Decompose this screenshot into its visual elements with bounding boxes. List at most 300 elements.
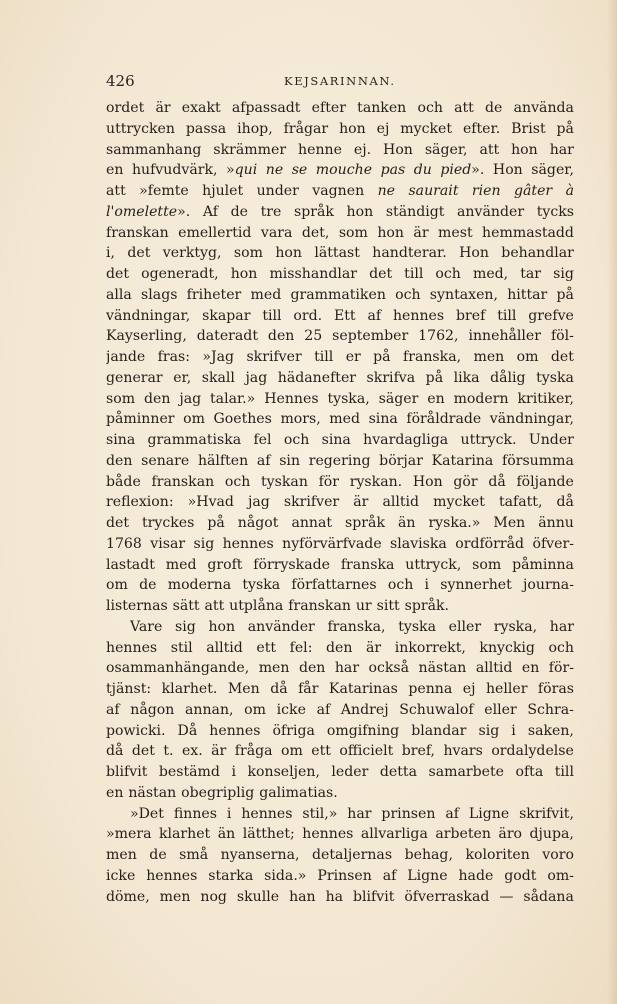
word: en	[106, 784, 124, 801]
word: klarhet.	[161, 681, 218, 697]
word: hon	[339, 120, 366, 137]
word: jag	[179, 390, 202, 407]
word: listernas	[106, 598, 168, 614]
word: generar	[106, 369, 163, 386]
word: penna	[408, 681, 453, 697]
word: innehåller	[468, 328, 542, 345]
word: på	[556, 120, 574, 137]
word: hjulet	[202, 183, 244, 199]
word: också	[368, 660, 410, 677]
word: en	[106, 162, 124, 179]
running-title: KEJSARINNAN.	[284, 74, 396, 88]
word: du	[413, 162, 432, 179]
word: Ligne	[468, 805, 510, 822]
word: sätt	[172, 598, 200, 614]
word: det	[369, 266, 393, 282]
word: af	[382, 867, 397, 884]
word: om	[183, 411, 205, 428]
word: Då	[177, 722, 198, 739]
word: eller	[484, 701, 517, 718]
word: saken,	[527, 722, 574, 739]
word: är	[353, 494, 369, 511]
word: på	[425, 369, 444, 386]
word: påminna	[512, 556, 574, 573]
word: i	[231, 764, 236, 780]
word: skrifvit,	[519, 805, 574, 822]
word: ha	[325, 888, 344, 905]
word: Hon	[492, 162, 523, 179]
word: afpassadt	[231, 100, 301, 116]
word: »Hvad	[187, 494, 234, 511]
word: franska,	[402, 349, 462, 365]
text-line	[106, 617, 574, 638]
word: rien	[471, 183, 501, 199]
word: de	[139, 577, 157, 594]
word: ex.	[181, 743, 203, 760]
body-text	[106, 98, 574, 907]
word: om	[516, 349, 539, 365]
word: grammatiken	[290, 286, 386, 303]
text-line	[106, 389, 574, 410]
word: gâter	[514, 183, 553, 199]
text-line	[106, 202, 574, 223]
word: då	[106, 743, 124, 760]
text-line	[106, 762, 574, 783]
word: ordet	[106, 100, 145, 116]
text-line	[106, 451, 574, 472]
word: nog	[200, 888, 227, 905]
word: och	[395, 286, 421, 303]
word: hemmastadd	[482, 224, 574, 241]
word: i	[511, 722, 516, 739]
word: »Det	[130, 805, 164, 822]
word: exakt	[181, 100, 221, 116]
word: en	[521, 660, 540, 677]
word: hon	[230, 266, 258, 282]
word: hvardagliga	[363, 432, 449, 448]
page-edge-shadow	[607, 0, 617, 1004]
word: tycks	[536, 203, 574, 220]
word: hennes	[241, 805, 293, 822]
word: behag,	[404, 847, 453, 863]
word: men	[106, 847, 137, 863]
word: lastadt	[106, 556, 155, 573]
word: använder	[247, 618, 315, 635]
word: slags	[141, 286, 178, 303]
word: använder	[457, 203, 525, 220]
word: är	[211, 743, 227, 760]
word: omgifning	[326, 722, 400, 739]
word: lättast	[314, 245, 360, 262]
word: journa-	[523, 577, 574, 594]
word: på	[373, 349, 391, 365]
word: tyska	[536, 369, 574, 386]
word: tyskan	[261, 473, 308, 490]
word: Under	[528, 432, 574, 448]
word: pied».	[440, 162, 485, 179]
word: följande	[516, 473, 574, 490]
word: finnes	[173, 805, 217, 822]
word: Af	[202, 203, 218, 220]
word: försumma	[502, 452, 574, 469]
word: sig	[553, 266, 574, 282]
word: både	[106, 473, 141, 490]
word: ett	[256, 639, 277, 656]
word: mycket	[433, 494, 485, 511]
word: passa	[185, 120, 227, 137]
word: gör	[453, 473, 478, 490]
word: säger	[378, 390, 419, 407]
word: jag	[248, 494, 270, 511]
text-line	[106, 866, 574, 887]
word: friheter	[186, 286, 242, 303]
word: hennes	[146, 867, 198, 884]
word: Andrej	[340, 701, 389, 718]
word: ord.	[293, 307, 323, 324]
word: arbeten	[435, 826, 491, 843]
word: efter	[311, 100, 346, 116]
word: ogeneradt,	[141, 266, 219, 282]
word: är	[366, 639, 382, 656]
word: se	[291, 162, 308, 179]
word: hon	[208, 618, 236, 635]
word: Katarina	[431, 452, 494, 469]
word: föl-	[550, 328, 574, 345]
word: men	[258, 660, 290, 677]
word: i	[226, 805, 232, 822]
word: knyckig	[479, 639, 535, 656]
word: ett	[311, 743, 331, 760]
word: emellertid	[178, 224, 252, 241]
word: hvars	[443, 743, 483, 760]
word: hittar	[507, 286, 548, 303]
word: hufvudvärk,	[131, 162, 218, 179]
word: med	[329, 411, 361, 428]
word: franskan	[288, 598, 351, 614]
word: hennes	[392, 307, 445, 324]
text-line	[106, 430, 574, 451]
word: af	[106, 701, 120, 718]
word: hon	[275, 245, 302, 262]
word: icke	[276, 701, 306, 718]
word: af	[445, 805, 459, 822]
word: mouche	[315, 162, 373, 179]
word: »Jag	[202, 349, 235, 365]
word: ej	[376, 120, 390, 137]
word: med	[250, 286, 282, 303]
word: de	[149, 847, 167, 863]
word: då	[488, 473, 506, 490]
word: säger,	[531, 162, 574, 179]
word: Vare	[130, 618, 163, 635]
word: de	[485, 100, 503, 116]
word: säger,	[424, 141, 468, 158]
word: för	[318, 473, 340, 490]
word: uttryck.	[460, 432, 517, 448]
word: af	[256, 452, 271, 469]
text-line	[106, 140, 574, 161]
word: godt	[504, 867, 537, 884]
word: men	[159, 888, 191, 905]
word: annan,	[184, 701, 234, 718]
word: Brist	[511, 120, 546, 137]
word: det	[550, 349, 574, 365]
word: 25	[304, 328, 323, 345]
word: hennes	[302, 826, 354, 843]
word: som	[233, 245, 263, 262]
word: regering	[308, 452, 371, 469]
word: mycket	[400, 120, 453, 137]
word: föråldrade	[406, 411, 482, 428]
word: har	[334, 660, 360, 677]
word: grefve	[528, 307, 574, 324]
word: sitt	[376, 598, 400, 614]
word: har	[347, 805, 372, 822]
word: er	[345, 349, 361, 365]
word: då	[270, 681, 288, 697]
word: hennes	[222, 535, 274, 552]
page-header	[106, 72, 574, 92]
word: Schra-	[527, 701, 574, 718]
word: groft	[207, 556, 243, 573]
word: misshandlar	[269, 266, 358, 282]
word: bref	[456, 307, 486, 324]
word: att	[204, 598, 225, 614]
word: ofta	[515, 764, 544, 780]
word: än	[397, 515, 416, 531]
word: och	[224, 473, 251, 490]
word: blandar	[411, 722, 467, 739]
word: dålig	[490, 369, 526, 386]
word: af	[367, 307, 382, 324]
word: att	[106, 183, 126, 199]
text-line	[106, 658, 574, 679]
word: vändningar,	[489, 411, 574, 428]
word: någon	[130, 701, 175, 718]
word: hade	[458, 867, 494, 884]
word: en	[427, 390, 445, 407]
text-line	[106, 555, 574, 576]
word: som	[106, 390, 136, 407]
word: Hennes	[264, 390, 319, 407]
text-line	[106, 98, 574, 119]
word: behandlar	[501, 245, 574, 262]
word: Men	[227, 681, 260, 697]
text-line	[106, 368, 574, 389]
word: öfver-	[532, 535, 574, 552]
word: l'omelette».	[106, 203, 191, 220]
word: Hon	[383, 141, 413, 158]
word: men	[473, 349, 505, 365]
text-line	[106, 638, 574, 659]
text-line	[106, 223, 574, 244]
word: djupa,	[529, 826, 574, 843]
word: af	[316, 701, 331, 718]
text-line	[106, 845, 574, 866]
word: hennes	[106, 639, 158, 656]
word: författarnes	[291, 577, 377, 594]
word: sina	[321, 432, 351, 448]
word: och	[435, 266, 461, 282]
text-line	[106, 679, 574, 700]
word: är	[155, 100, 171, 116]
word: »mera	[106, 826, 152, 843]
word: nyanserna,	[220, 847, 300, 863]
word: skrifver	[283, 494, 340, 511]
word: henne	[298, 141, 342, 158]
word: äro	[498, 826, 523, 843]
word: modern	[453, 390, 509, 407]
word: ne	[265, 162, 284, 179]
word: koloriten	[465, 847, 530, 863]
word: galimatias.	[259, 784, 338, 801]
word: under	[256, 183, 299, 199]
text-line	[106, 181, 574, 202]
word: blifvit	[106, 764, 148, 780]
word: syntaxen,	[429, 286, 498, 303]
text-line	[106, 492, 574, 513]
word: inkorrekt,	[394, 639, 466, 656]
word: sig	[478, 722, 500, 739]
word: franska	[340, 556, 395, 573]
word: ordförråd	[455, 535, 525, 552]
word: er,	[173, 369, 192, 386]
word: den	[106, 452, 133, 469]
word: fråga	[234, 743, 273, 760]
word: september	[332, 328, 409, 345]
word: Katarinas	[328, 681, 398, 697]
word: Hon	[459, 245, 489, 262]
word: reflexion:	[106, 494, 174, 511]
word: skrifver	[246, 349, 302, 365]
text-line	[106, 783, 574, 804]
word: alltid	[206, 639, 243, 656]
word: har	[549, 141, 574, 158]
word: »femte	[139, 183, 189, 199]
word: annat	[291, 515, 333, 531]
word: fel:	[289, 639, 313, 656]
word: och	[417, 100, 443, 116]
word: fras:	[157, 349, 190, 365]
word: sina	[106, 432, 136, 448]
word: klarhet	[158, 826, 211, 843]
word: om	[280, 743, 303, 760]
word: sig	[175, 618, 196, 635]
word: den	[326, 639, 353, 656]
word: handterar.	[372, 245, 447, 262]
word: blifvit	[352, 888, 395, 905]
word: sin	[279, 452, 301, 469]
text-line	[106, 409, 574, 430]
word: officielt	[339, 743, 394, 760]
word: ryska.»	[428, 515, 481, 531]
word: vändningar,	[106, 307, 191, 324]
word: tjänst:	[106, 681, 152, 697]
word: lika	[453, 369, 480, 386]
word: sina	[368, 411, 398, 428]
word: jande	[106, 349, 146, 365]
text-line	[106, 243, 574, 264]
word: ne	[377, 183, 396, 199]
text-line	[106, 575, 574, 596]
word: ännu	[538, 515, 574, 531]
word: moderna	[167, 577, 232, 594]
word: att	[479, 141, 500, 158]
word: föras	[537, 681, 574, 697]
word: alla	[106, 286, 132, 303]
word: 1768	[106, 535, 142, 552]
word: ständigt	[385, 203, 445, 220]
word: till	[262, 307, 282, 324]
word: hon	[511, 141, 538, 158]
word: ej	[462, 681, 476, 697]
word: mors,	[280, 411, 321, 428]
word: nästan	[128, 784, 177, 801]
word: med	[165, 556, 197, 573]
word: allvarliga	[360, 826, 428, 843]
word: tanken	[357, 100, 407, 116]
text-line	[106, 887, 574, 908]
word: utplåna	[229, 598, 284, 614]
word: alltid	[382, 494, 420, 511]
word: börjar	[379, 452, 423, 469]
word: verktyg,	[162, 245, 222, 262]
word: ryska,	[493, 618, 538, 635]
word: Kayserling,	[106, 328, 187, 345]
word: det	[106, 266, 130, 282]
word: små	[179, 847, 209, 863]
word: saurait	[408, 183, 459, 199]
word: Prinsen	[317, 867, 372, 884]
word: obegriplig	[181, 784, 255, 801]
word: konseljen,	[247, 764, 320, 780]
text-line	[106, 700, 574, 721]
word: språk.	[404, 598, 450, 614]
word: öfverraskad	[404, 888, 490, 905]
word: vara	[260, 224, 293, 241]
word: sammanhang	[106, 141, 202, 158]
word: heller	[485, 681, 528, 697]
word: han	[289, 888, 316, 905]
word: detaljernas	[311, 847, 393, 863]
word: hennes	[209, 722, 261, 739]
word: senare	[141, 452, 190, 469]
word: och	[283, 432, 310, 448]
text-line	[106, 347, 574, 368]
text-line	[106, 596, 574, 617]
word: det,	[301, 224, 330, 241]
word: det	[127, 245, 151, 262]
word: som	[472, 556, 502, 573]
word: tar	[520, 266, 542, 282]
word: något	[237, 515, 279, 531]
text-line	[106, 824, 574, 845]
word: påminner	[106, 411, 175, 428]
word: 1762,	[418, 328, 459, 345]
word: Goethes	[213, 411, 272, 428]
word: frågar	[283, 120, 329, 137]
word: i	[424, 577, 430, 594]
word: jag	[245, 369, 268, 386]
word: uttryck,	[405, 556, 462, 573]
text-line	[106, 306, 574, 327]
word: ryskan.	[349, 473, 403, 490]
word: skapar	[202, 307, 251, 324]
word: Men	[493, 515, 526, 531]
word: franska,	[327, 618, 386, 635]
word: synnerhet	[440, 577, 512, 594]
word: om	[244, 701, 267, 718]
